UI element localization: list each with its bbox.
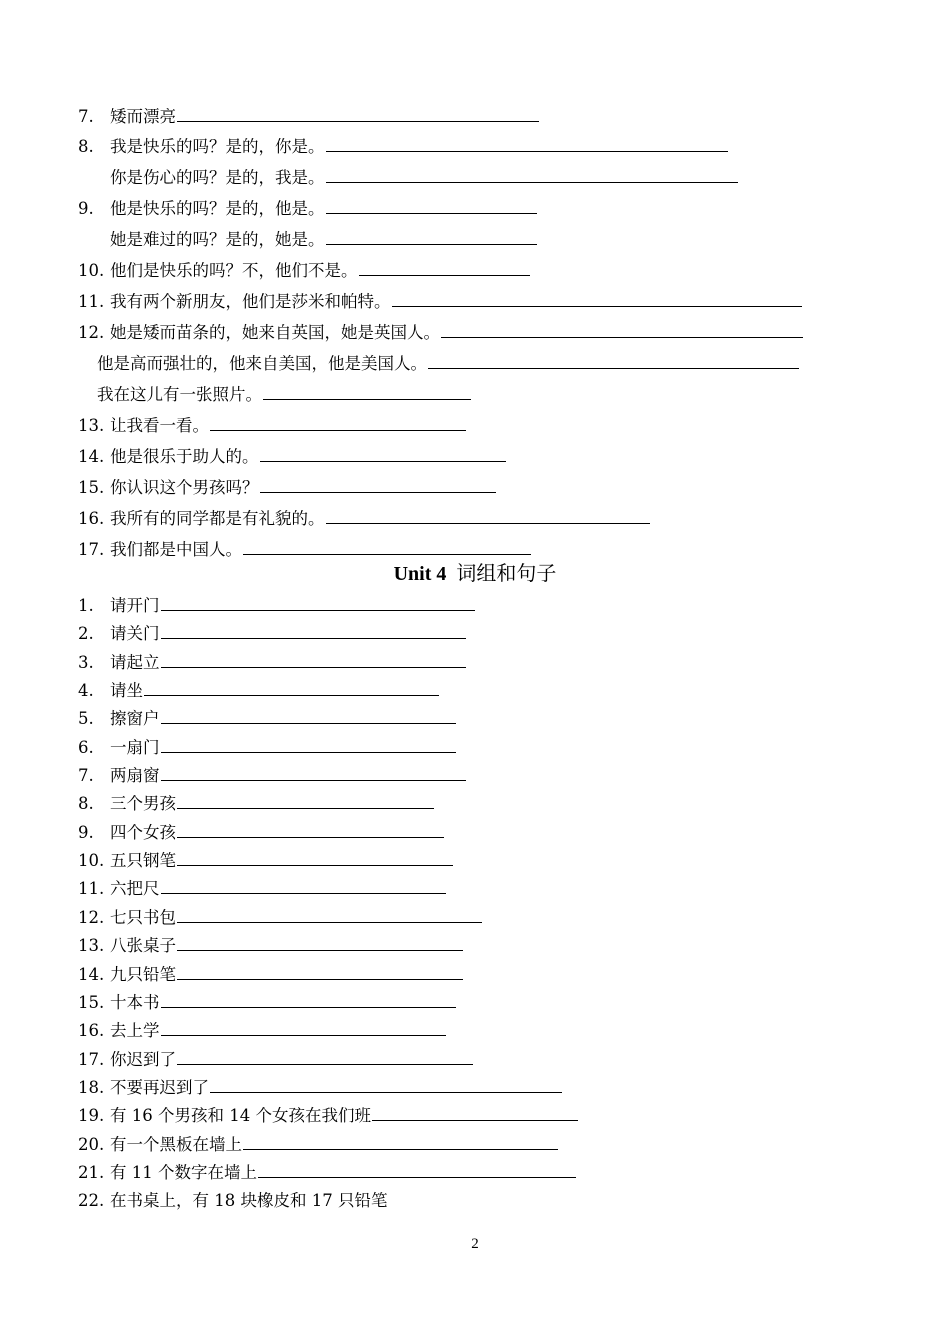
heading-text: 词组和句子: [456, 561, 557, 585]
item-text: 你迟到了: [110, 1050, 176, 1069]
exercise-item: [78, 473, 496, 501]
item-number: 15.: [78, 993, 105, 1012]
item-text: 在书桌上，有 18 块橡皮和 17 只铅笔: [110, 1191, 388, 1210]
exercise-item: [78, 846, 453, 874]
item-text: 他是高而强壮的，他来自美国，他是美国人。: [97, 354, 427, 373]
item-text: 九只铅笔: [110, 965, 176, 984]
answer-blank[interactable]: [210, 1073, 562, 1093]
exercise-item: [78, 1130, 558, 1158]
item-number: 13.: [78, 416, 105, 435]
exercise-item: [78, 194, 537, 222]
item-number: 14.: [78, 965, 105, 984]
item-number: 4.: [78, 681, 94, 700]
answer-blank[interactable]: [326, 504, 650, 524]
answer-blank[interactable]: [263, 380, 471, 400]
answer-blank[interactable]: [441, 318, 803, 338]
item-number: 8.: [78, 137, 94, 156]
exercise-item: [78, 733, 456, 761]
item-text: 她是矮而苗条的，她来自英国，她是英国人。: [110, 323, 440, 342]
exercise-item: [78, 789, 434, 817]
item-number: 10.: [78, 261, 105, 280]
answer-blank[interactable]: [359, 256, 530, 276]
exercise-item: [78, 931, 463, 959]
item-number: 22.: [78, 1191, 105, 1210]
exercise-item: [78, 704, 456, 732]
item-text: 我所有的同学都是有礼貌的。: [110, 509, 325, 528]
exercise-item: [78, 256, 530, 284]
item-number: 12.: [78, 908, 105, 927]
item-number: 7.: [78, 107, 94, 126]
answer-blank[interactable]: [161, 591, 475, 611]
item-text: 有 16 个男孩和 14 个女孩在我们班: [110, 1106, 371, 1125]
answer-blank[interactable]: [260, 442, 506, 462]
exercise-item: [78, 1187, 387, 1215]
item-text: 不要再迟到了: [110, 1078, 209, 1097]
exercise-item: [78, 1101, 578, 1129]
page-number: 2: [471, 1236, 479, 1252]
item-text: 他是快乐的吗？是的，他是。: [110, 199, 325, 218]
answer-blank[interactable]: [210, 411, 466, 431]
answer-blank[interactable]: [177, 903, 482, 923]
answer-blank[interactable]: [161, 619, 466, 639]
exercise-item: [78, 1045, 473, 1073]
item-number: 19.: [78, 1106, 105, 1125]
item-text: 请起立: [110, 653, 160, 672]
answer-blank[interactable]: [177, 1045, 473, 1065]
answer-blank[interactable]: [177, 789, 434, 809]
answer-blank[interactable]: [177, 102, 539, 122]
item-text: 让我看一看。: [110, 416, 209, 435]
exercise-item: [78, 676, 439, 704]
item-text: 我在这儿有一张照片。: [97, 385, 262, 404]
item-number: 7.: [78, 766, 94, 785]
item-number: 11.: [78, 879, 105, 898]
item-text: 你认识这个男孩吗？: [110, 478, 259, 497]
answer-blank[interactable]: [161, 988, 456, 1008]
item-text: 他们是快乐的吗？不，他们不是。: [110, 261, 358, 280]
exercise-item: [78, 1073, 562, 1101]
exercise-item: [110, 163, 738, 191]
item-text: 擦窗户: [110, 709, 160, 728]
item-text: 我是快乐的吗？是的，你是。: [110, 137, 325, 156]
answer-blank[interactable]: [161, 874, 446, 894]
answer-blank[interactable]: [161, 704, 456, 724]
exercise-item: [78, 648, 466, 676]
exercise-item: [78, 102, 539, 130]
item-number: 5.: [78, 709, 94, 728]
answer-blank[interactable]: [161, 1016, 446, 1036]
item-text: 七只书包: [110, 908, 176, 927]
item-text: 五只钢笔: [110, 851, 176, 870]
answer-blank[interactable]: [243, 535, 531, 555]
item-number: 15.: [78, 478, 105, 497]
item-number: 16.: [78, 1021, 105, 1040]
answer-blank[interactable]: [177, 960, 463, 980]
exercise-item: [78, 903, 482, 931]
item-text: 矮而漂亮: [110, 107, 176, 126]
item-text: 请坐: [110, 681, 143, 700]
item-text: 有 11 个数字在墙上: [110, 1163, 257, 1182]
answer-blank[interactable]: [326, 163, 738, 183]
item-number: 13.: [78, 936, 105, 955]
item-number: 6.: [78, 738, 94, 757]
item-number: 18.: [78, 1078, 105, 1097]
answer-blank[interactable]: [161, 761, 466, 781]
answer-blank[interactable]: [161, 733, 456, 753]
answer-blank[interactable]: [392, 287, 802, 307]
answer-blank[interactable]: [177, 818, 444, 838]
item-text: 你是伤心的吗？是的，我是。: [110, 168, 325, 187]
exercise-item: [97, 380, 471, 408]
answer-blank[interactable]: [258, 1158, 576, 1178]
answer-blank[interactable]: [428, 349, 799, 369]
exercise-item: [78, 619, 466, 647]
exercise-item: [110, 225, 537, 253]
item-text: 六把尺: [110, 879, 160, 898]
item-number: 20.: [78, 1135, 105, 1154]
heading-unit: Unit 4: [393, 563, 447, 585]
exercise-item: [78, 1158, 576, 1186]
item-text: 我们都是中国人。: [110, 540, 242, 559]
item-number: 17.: [78, 540, 105, 559]
exercise-item: [78, 960, 463, 988]
item-number: 10.: [78, 851, 105, 870]
item-number: 11.: [78, 292, 105, 311]
item-number: 2.: [78, 624, 94, 643]
item-text: 两扇窗: [110, 766, 160, 785]
answer-blank[interactable]: [372, 1101, 578, 1121]
item-text: 有一个黑板在墙上: [110, 1135, 242, 1154]
item-text: 她是难过的吗？是的，她是。: [110, 230, 325, 249]
item-text: 三个男孩: [110, 794, 176, 813]
exercise-item: [78, 591, 475, 619]
exercise-item: [97, 349, 799, 377]
item-text: 去上学: [110, 1021, 160, 1040]
item-number: 3.: [78, 653, 94, 672]
item-text: 十本书: [110, 993, 160, 1012]
exercise-item: [78, 1016, 446, 1044]
answer-blank[interactable]: [326, 225, 537, 245]
answer-blank[interactable]: [243, 1130, 558, 1150]
item-text: 他是很乐于助人的。: [110, 447, 259, 466]
exercise-item: [78, 504, 650, 532]
answer-blank[interactable]: [177, 931, 463, 951]
exercise-item: [78, 287, 802, 315]
item-number: 9.: [78, 199, 94, 218]
item-number: 1.: [78, 596, 94, 615]
item-number: 14.: [78, 447, 105, 466]
exercise-item: [78, 761, 466, 789]
item-number: 9.: [78, 823, 94, 842]
exercise-item: [78, 818, 444, 846]
item-text: 请开门: [110, 596, 160, 615]
item-number: 21.: [78, 1163, 105, 1182]
answer-blank[interactable]: [260, 473, 496, 493]
answer-blank[interactable]: [144, 676, 439, 696]
item-text: 我有两个新朋友，他们是莎米和帕特。: [110, 292, 391, 311]
answer-blank[interactable]: [177, 846, 453, 866]
item-number: 17.: [78, 1050, 105, 1069]
exercise-item: [78, 318, 803, 346]
item-text: 八张桌子: [110, 936, 176, 955]
item-text: 请关门: [110, 624, 160, 643]
item-text: 四个女孩: [110, 823, 176, 842]
exercise-item: [78, 874, 446, 902]
exercise-item: [78, 442, 506, 470]
answer-blank[interactable]: [326, 194, 537, 214]
item-number: 8.: [78, 794, 94, 813]
answer-blank[interactable]: [161, 648, 466, 668]
item-text: 一扇门: [110, 738, 160, 757]
exercise-item: [78, 411, 466, 439]
exercise-item: [78, 132, 728, 160]
exercise-item: [78, 988, 456, 1016]
section-heading: [0, 558, 950, 589]
answer-blank[interactable]: [326, 132, 728, 152]
item-number: 16.: [78, 509, 105, 528]
item-number: 12.: [78, 323, 105, 342]
